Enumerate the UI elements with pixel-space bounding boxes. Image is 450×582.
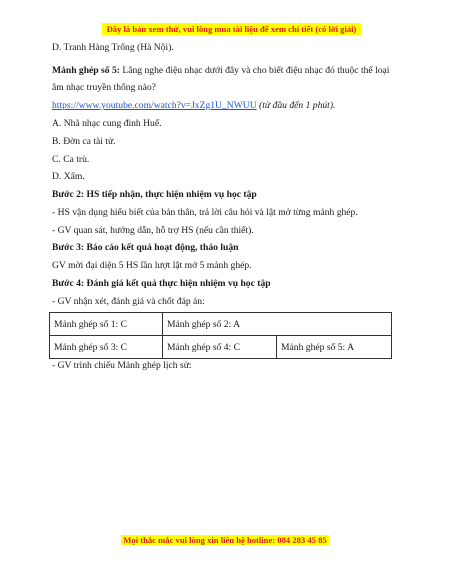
table-cell: Mảnh ghép số 4: C bbox=[163, 336, 277, 359]
step3-line1: GV mời đại diện 5 HS lần lượt lật mở 5 mảnh ghép. bbox=[52, 260, 252, 271]
contact-footer bbox=[0, 534, 450, 546]
preview-banner: Đây là bản xem thử, vui lòng mua tài liệu để xem chi tiết (có lời giải) bbox=[102, 23, 361, 35]
option-d: D. Xẩm. bbox=[52, 171, 85, 182]
option-b: B. Đờn ca tài tử. bbox=[52, 136, 116, 147]
table-cell: Mảnh ghép số 5: A bbox=[277, 336, 392, 359]
table-cell: Mảnh ghép số 2: A bbox=[163, 313, 392, 336]
video-note: (từ đầu đến 1 phút). bbox=[259, 100, 336, 111]
table-row bbox=[50, 336, 392, 359]
after-table-text: - GV trình chiếu Mảnh ghép lịch sử: bbox=[52, 360, 192, 371]
piece5-question-line1 bbox=[52, 64, 389, 78]
option-d-previous: D. Tranh Hàng Trống (Hà Nội). bbox=[52, 42, 174, 53]
step4-line1: - GV nhận xét, đánh giá và chốt đáp án: bbox=[52, 296, 205, 307]
step4-title: Bước 4: Đánh giá kết quả thực hiện nhiệm vụ học tập bbox=[52, 278, 271, 289]
step2-line1: - HS vận dụng hiểu biết của bản thân, trả lời câu hỏi và lật mở từng mảnh ghép. bbox=[52, 207, 358, 218]
table-cell: Mảnh ghép số 3: C bbox=[50, 336, 163, 359]
piece5-label: Mảnh ghép số 5: bbox=[52, 65, 120, 76]
table-cell: Mảnh ghép số 1: C bbox=[50, 313, 163, 336]
piece5-question-line2: âm nhạc truyền thống nào? bbox=[52, 82, 156, 93]
footer-hotline: Mọi thắc mắc vui lòng xin liên hệ hotline: 084 283 45 85 bbox=[123, 535, 327, 545]
option-a: A. Nhã nhạc cung đình Huế. bbox=[52, 118, 162, 129]
step2-line2: - GV quan sát, hướng dẫn, hỗ trợ HS (nếu cần thiết). bbox=[52, 225, 254, 236]
video-line bbox=[52, 99, 335, 113]
option-c: C. Ca trù. bbox=[52, 154, 90, 165]
answers-table bbox=[49, 312, 392, 359]
table-row bbox=[50, 313, 392, 336]
step3-title: Bước 3: Báo cáo kết quả hoạt động, thảo luận bbox=[52, 242, 239, 253]
step2-title: Bước 2: HS tiếp nhận, thực hiện nhiệm vụ học tập bbox=[52, 189, 257, 200]
video-link[interactable]: https://www.youtube.com/watch?v=JxZg1U_NWUU bbox=[52, 100, 257, 111]
piece5-text: Lắng nghe điệu nhạc dưới đây và cho biết điệu nhạc đó thuộc thể loại bbox=[119, 65, 390, 76]
